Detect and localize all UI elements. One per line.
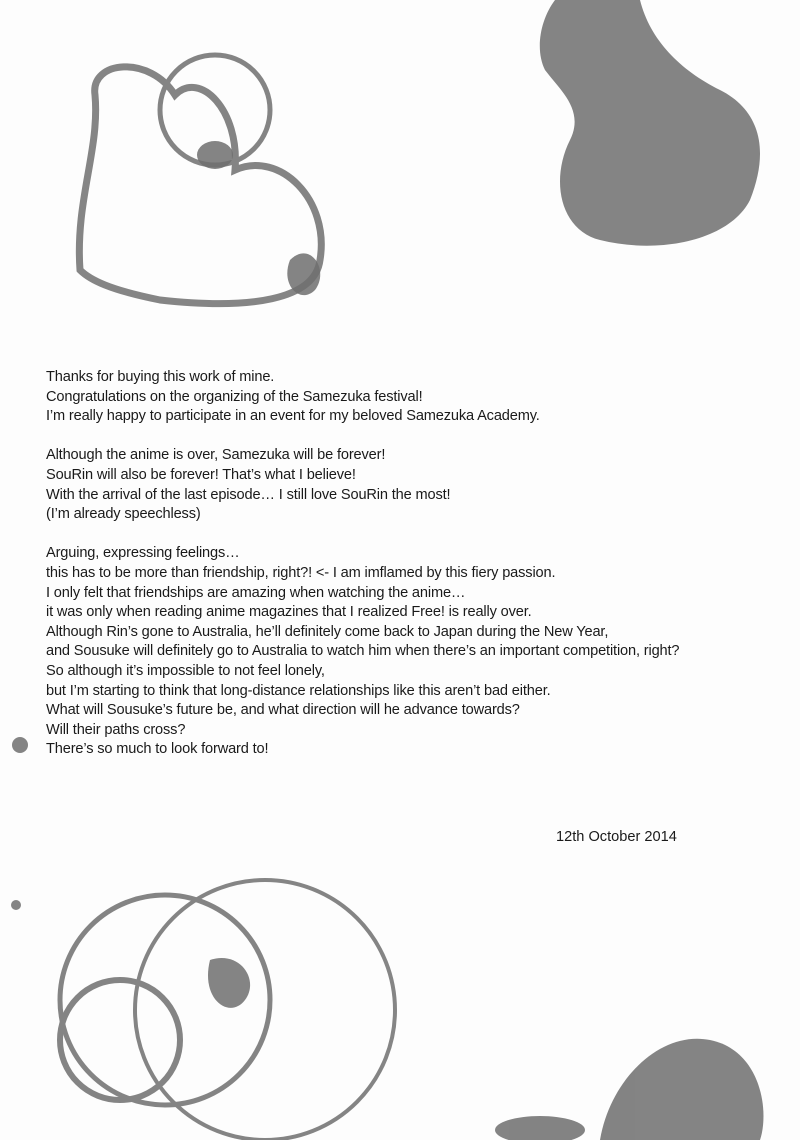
text-line: With the arrival of the last episode… I still love SouRin the most! (46, 486, 451, 503)
blob-stain-bottom-left (208, 958, 250, 1008)
paragraph-1 (46, 368, 679, 427)
text-line: So although it’s impossible to not feel lonely, (46, 662, 325, 679)
spot-stain (12, 737, 28, 753)
text-line: it was only when reading anime magazines that I realized Free! is really over. (46, 604, 532, 621)
text-line: Congratulations on the organizing of the Samezuka festival! (46, 388, 423, 405)
text-line: There’s so much to look forward to! (46, 741, 269, 758)
text-line: I only felt that friendships are amazing when watching the anime… (46, 584, 466, 601)
blob-stain-bottom-right (600, 1039, 763, 1140)
text-line: SouRin will also be forever! That’s what I believe! (46, 466, 356, 483)
text-line: Arguing, expressing feelings… (46, 545, 240, 562)
paragraph-2 (46, 446, 679, 524)
text-line: (I’m already speechless) (46, 506, 201, 523)
text-line: What will Sousuke’s future be, and what direction will he advance towards? (46, 702, 520, 719)
text-line: Although Rin’s gone to Australia, he’ll definitely come back to Japan during the New Year, (46, 623, 609, 640)
text-line: Thanks for buying this work of mine. (46, 369, 275, 385)
afterword-text (46, 368, 679, 760)
text-line: but I’m starting to think that long-distance relationships like this aren’t bad either. (46, 682, 551, 699)
text-line: I’m really happy to participate in an event for my beloved Samezuka Academy. (46, 408, 540, 425)
date: 12th October 2014 (556, 829, 677, 845)
text-line: Although the anime is over, Samezuka will be forever! (46, 447, 386, 464)
spot-stain (11, 900, 21, 910)
blob-stain-heart-right (287, 253, 320, 295)
blob-stain-top-right (540, 0, 760, 246)
text-line: Will their paths cross? (46, 721, 186, 738)
paragraph-3 (46, 544, 679, 760)
text-line: this has to be more than friendship, right?! <- I am imflamed by this fiery passion. (46, 564, 556, 581)
blob-stain-heart (197, 141, 233, 169)
blob-stain-bottom-center (495, 1116, 585, 1140)
ring-stain-bottom-2 (60, 980, 180, 1100)
heart-stain-outline (79, 67, 321, 304)
text-line: and Sousuke will definitely go to Australia to watch him when there’s an important competition, right? (46, 643, 680, 660)
